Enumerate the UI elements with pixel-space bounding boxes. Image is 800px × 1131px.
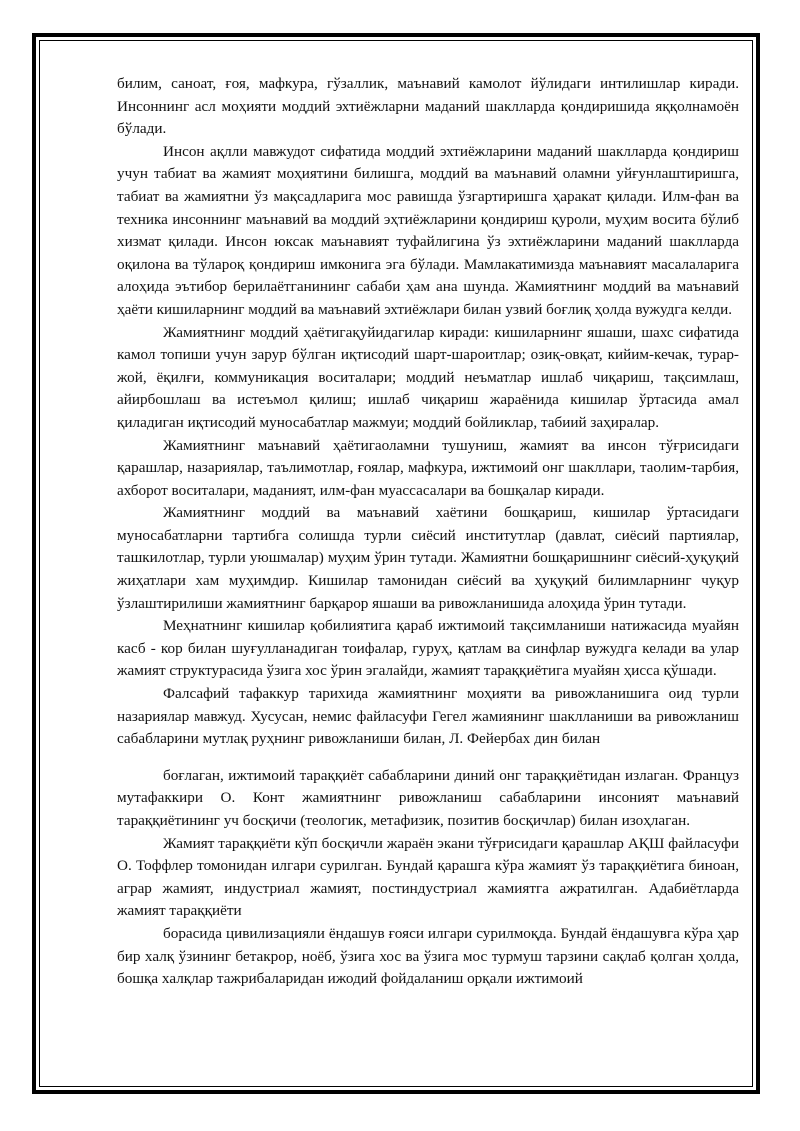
paragraph-9: Жамият тараққиёти кўп босқичли жараён экани тўғрисидаги қарашлар АҚШ файласуфи О. Тоффлер томонидан илгари сурилган. Бундай қарашга кўра жамият ўз тараққиётига биноан, аграр жамият, индустриал жамият, постиндустриал жамиятга ажратилган. Адабиётларда жамият тараққиёти	[117, 834, 739, 920]
paragraph-1: билим, саноат, ғоя, мафкура, гўзаллик, маънавий камолот йўлидаги интилишлар киради. Инсоннинг асл моҳияти моддий эхтиёжларни маданий шаклларда қондиришида яққолнамоён бўлади.	[117, 75, 739, 138]
paragraph-8: боғлаган, ижтимоий тараққиёт сабабларини диний онг тараққиётидан излаган. Француз мутафаккири О. Конт жамиятнинг ривожланиш сабабларини инсоният маънавий тараққиётининг уч босқичи (теологик, метафизик, позитив босқичлар) билан изоҳлаган.	[117, 766, 739, 829]
paragraph-7: Фалсафий тафаккур тарихида жамиятнинг моҳияти ва ривожланишига оид турли назариялар мавжуд. Хусусан, немис файласуфи Гегел жамиянинг шаклланиши ва ривожланиш сабабларини мутлақ руҳнинг ривожланиши билан, Л. Фейербах дин билан	[117, 685, 739, 748]
document-body	[117, 73, 739, 991]
paragraph-3: Жамиятнинг моддий ҳаётигақуйидагилар киради: кишиларнинг яшаши, шахс сифатида камол топиши учун зарур бўлган иқтисодий шарт-шароитлар; озиқ-овқат, кийим-кечак, турар-жой, ёқилғи, коммуникация воситалари; моддий неъматлар ишлаб чиқариш, тақсимлаш, айирбошлаш ва истеъмол қилиш; ишлаб чиқариш жараёнида кишилар ўртасида амал қиладиган иқтисодий муносабатлар мажмуи; моддий бойликлар, табиий заҳиралар.	[117, 323, 739, 431]
paragraph-5: Жамиятнинг моддий ва маънавий хаётини бошқариш, кишилар ўртасидаги муносабатларни тартибга солишда турли сиёсий институтлар (давлат, сиёсий партиялар, ташкилотлар, турли уюшмалар) муҳим ўрин тутади. Жамиятни бошқаришнинг сиёсий-ҳуқуқий жиҳатлари хам муҳимдир. Кишилар тамонидан сиёсий ва ҳуқуқий билимларнинг чуқур ўзлаштирилиши жамиятнинг барқарор яшаши ва ривожланишида алоҳида ўрин тутади.	[117, 504, 739, 612]
paragraph-10: борасида цивилизацияли ёндашув ғояси илгари сурилмоқда. Бундай ёндашувга кўра ҳар бир халқ ўзининг бетакрор, ноёб, ўзига хос ва ўзига мос турмуш тарзини сақлаб қолган ҳолда, бошқа халқлар тажрибаларидан ижодий фойдаланиш орқали ижтимоий	[117, 924, 739, 988]
paragraph-6: Меҳнатнинг кишилар қобилиятига қараб ижтимоий тақсимланиши натижасида муайян касб - кор билан шуғулланадиган тоифалар, гуруҳ, қатлам ва синфлар вужудга келади ва улар жамият структурасида ўзига хос ўрин эгалайди, жамият тараққиётига муайян ҳисса қўшади.	[117, 617, 739, 680]
paragraph-2: Инсон ақлли мавжудот сифатида моддий эхтиёжларини маданий шаклларда қондириш учун табиат ва жамият моҳиятини билишга, моддий ва маънавий оламни уйғунлаштиришга, табиат ва жамиятни ўз мақсадларига мос равишда ўзгартиришга ҳаракат қилади. Илм-фан ва техника инсоннинг маънавий ва моддий эҳтиёжларини қондириш қуроли, муҳим восита бўлиб хизмат қилади. Инсон юксак маънавият туфайлигина ўз эхтиёжларини маданий шаклларда оқилона ва тўлароқ қондириш имконига эга бўлади. Мамлакатимизда маънавият масалаларига алоҳида эътибор берилаётганининг сабаби ҳам ана шунда. Жамиятнинг моддий ва маънавий ҳаёти кишиларнинг моддий ва маънавий эхтиёжлари билан узвий боғлиқ ҳолда вужудга келди.	[117, 142, 739, 318]
paragraph-4: Жамиятнинг маънавий ҳаётигаоламни тушуниш, жамият ва инсон тўғрисидаги қарашлар, назариялар, таълимотлар, ғоялар, мафкура, ижтимоий онг шакллари, таолим-тарбия, ахборот воситалари, маданият, илм-фан муассасалари ва бошқалар киради.	[117, 436, 739, 499]
